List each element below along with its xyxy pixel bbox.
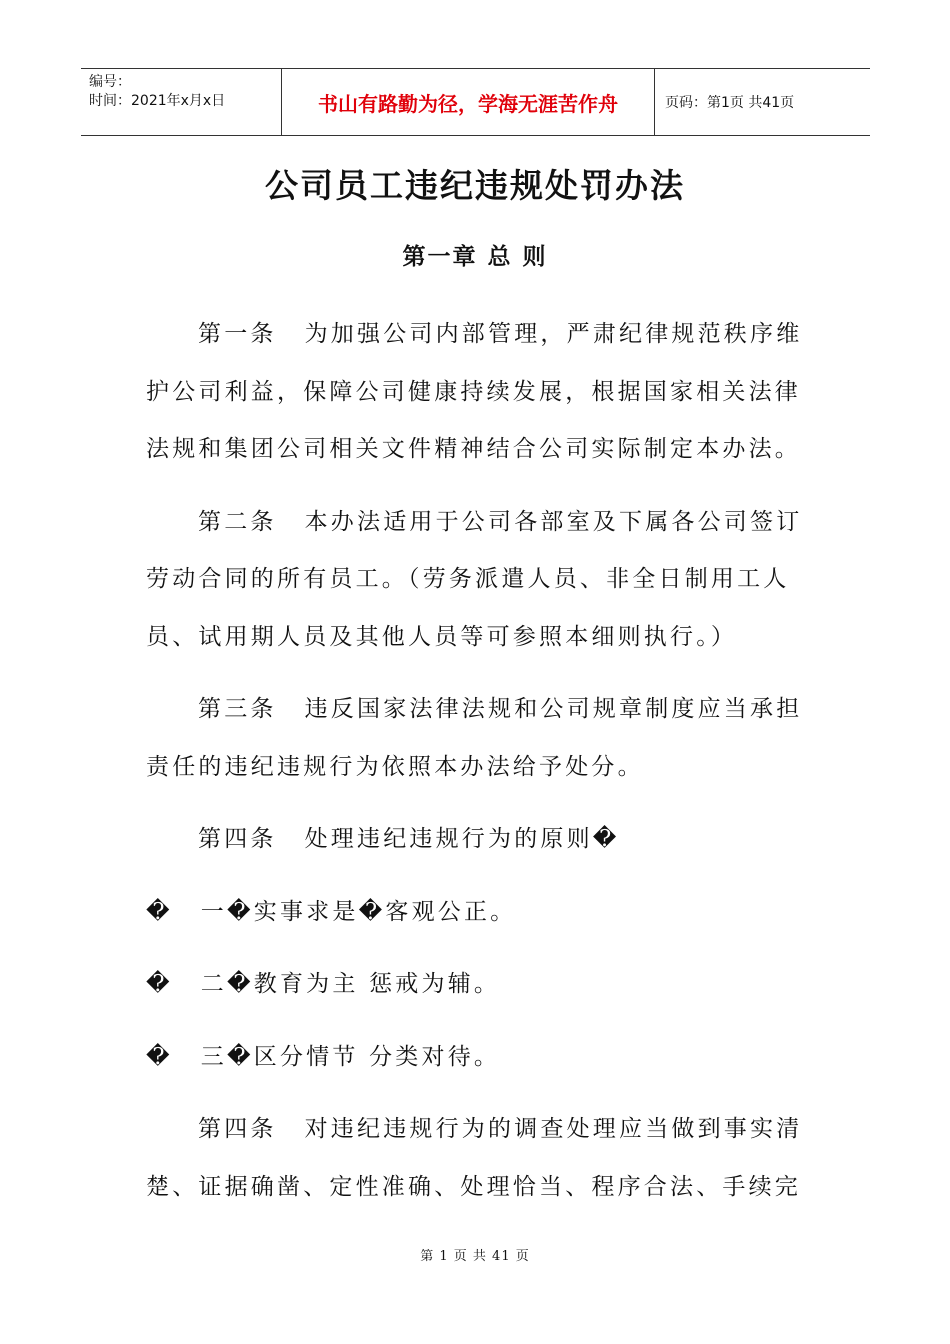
principle-text: 一�实事求是�客观公正。 — [200, 898, 517, 925]
article-4b — [146, 1101, 808, 1216]
document-title: 公司员工违纪违规处罚办法 — [265, 166, 685, 205]
header-motto: 书山有路勤为径，学海无涯苦作舟 — [282, 69, 655, 135]
document-body — [146, 306, 808, 1231]
serial-number-label: 编号： — [89, 74, 131, 90]
article-text: 违反国家法律法规和公司规章制度应当承担责任的违纪违规行为依照本办法给予处分。 — [146, 696, 803, 780]
article-text: 对违纪违规行为的调查处理应当做到事实清楚、证据确凿、定性准确、处理恰当、程序合法、手续完 — [146, 1116, 803, 1200]
principle-text: 三�区分情节 分类对待。 — [200, 1043, 501, 1070]
article-1 — [146, 306, 808, 479]
date-label: 时间：2021年x月x日 — [89, 93, 226, 109]
page-header — [81, 68, 870, 136]
article-head: 第二条 — [198, 508, 277, 535]
article-4 — [146, 811, 808, 869]
article-text: 为加强公司内部管理，严肃纪律规范秩序维护公司利益，保障公司健康持续发展，根据国家相关法律法规和集团公司相关文件精神结合公司实际制定本办法。 — [146, 321, 803, 462]
bullet-marker: � — [146, 1043, 173, 1070]
article-head: 第一条 — [198, 321, 277, 347]
chapter-heading: 第一章 总 则 — [402, 243, 548, 270]
article-head: 第四条 — [198, 826, 277, 852]
article-2 — [146, 494, 808, 667]
header-page-code: 页码：第1页 共41页 — [665, 95, 795, 111]
principle-item — [146, 1029, 808, 1087]
header-meta — [81, 69, 282, 135]
article-head: 第三条 — [198, 696, 277, 722]
principle-item — [146, 884, 808, 942]
article-head: 第四条 — [198, 1116, 277, 1142]
article-text: 处理违纪违规行为的原则� — [304, 826, 620, 852]
bullet-marker: � — [146, 898, 173, 925]
page-footer: 第 1 页 共 41 页 — [420, 1249, 530, 1264]
article-text: 本办法适用于公司各部室及下属各公司签订劳动合同的所有员工。（劳务派遣人员、非全日制用工人员、试用期人员及其他人员等可参照本细则执行。） — [146, 508, 803, 650]
bullet-marker: � — [146, 971, 173, 997]
principle-item — [146, 956, 808, 1014]
principle-text: 二�教育为主 惩戒为辅。 — [200, 971, 501, 997]
article-3 — [146, 681, 808, 796]
